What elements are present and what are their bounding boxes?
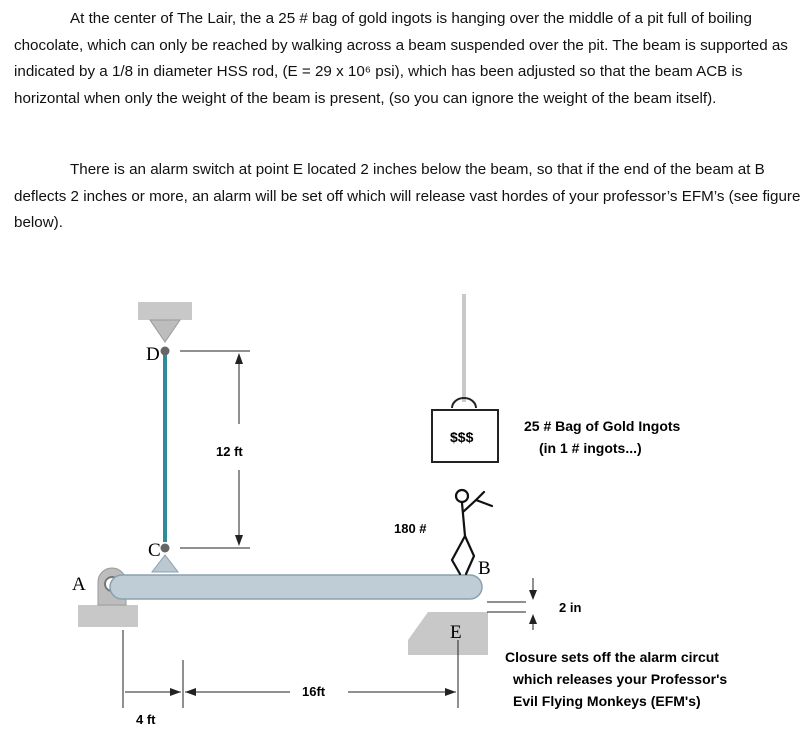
label-d: D [146, 344, 160, 365]
bag-rope [462, 294, 466, 402]
beam-acb [110, 575, 482, 599]
label-e: E [450, 622, 462, 643]
paragraph-2-text: There is an alarm switch at point E located 2 inches below the beam, so that if the end of the beam at B deflects 2 inches or more, an alarm will be set off which will release vast hordes of your professor’s EFM’s (see figure below). [14, 161, 801, 231]
rod-length-label: 12 ft [216, 444, 243, 459]
ceiling-support-d [150, 320, 180, 342]
ceiling-block-d [138, 302, 192, 320]
paragraph-1-text: At the center of The Lair, the a 25 # bag of gold ingots is hanging over the middle of a pit full of boiling chocolate, which can only be reached by walking across a beam suspended over the pit. The beam is supported as indicated by a 1/8 in diameter HSS rod, (E = 29 x 10⁶ psi), which has been adjusted so that the beam ACB is horizontal when only the weight of the beam is present, (so you can ignore the weight of the beam itself). [14, 10, 788, 107]
person-weight-label: 180 # [394, 521, 427, 536]
hss-rod [163, 355, 167, 542]
ground-a [78, 605, 138, 627]
pin-d [161, 347, 170, 356]
cb-span-label: 16ft [302, 684, 326, 699]
label-a: A [72, 574, 86, 595]
alarm-caption-3: Evil Flying Monkeys (EFM's) [513, 693, 701, 709]
bag-caption-1: 25 # Bag of Gold Ingots [524, 418, 681, 434]
alarm-caption-1: Closure sets off the alarm circut [505, 649, 719, 665]
alarm-switch-base [408, 612, 488, 655]
label-c: C [148, 540, 161, 561]
gap-label: 2 in [559, 600, 582, 615]
label-b: B [478, 558, 491, 579]
ac-span-label: 4 ft [136, 712, 156, 727]
alarm-caption-2: which releases your Professor's [513, 671, 728, 687]
bag-label: $$$ [450, 429, 474, 445]
bag-caption-2: (in 1 # ingots...) [539, 440, 642, 456]
pin-c [161, 544, 170, 553]
